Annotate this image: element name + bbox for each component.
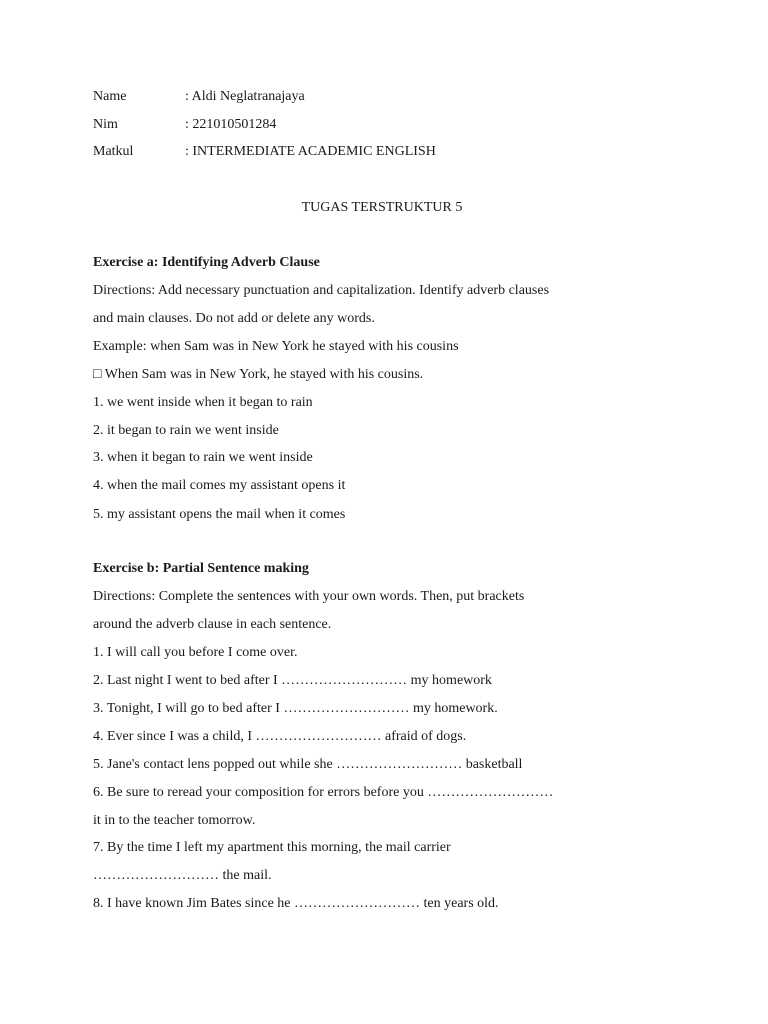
exercise-b-item: 2. Last night I went to bed after I ……………………… my homework [93,673,492,688]
exercise-b-item: 3. Tonight, I will go to bed after I ……………………… my homework. [93,701,498,716]
matkul-value: : INTERMEDIATE ACADEMIC ENGLISH [185,144,436,159]
exercise-a-directions-line-1: Directions: Add necessary punctuation and capitalization. Identify adverb clauses [93,283,550,298]
exercise-b-item: 1. I will call you before I come over. [93,645,298,660]
page-title: TUGAS TERSTRUKTUR 5 [301,200,463,215]
exercise-a-item: 1. we went inside when it began to rain [93,395,313,410]
exercise-b-item: 7. By the time I left my apartment this morning, the mail carrier [93,840,451,855]
exercise-b-item-continuation: it in to the teacher tomorrow. [93,813,256,828]
exercise-a-item: 3. when it began to rain we went inside [93,450,313,465]
name-row [93,88,305,106]
matkul-row [93,143,436,161]
matkul-label: Matkul [93,144,134,159]
exercise-b-item: 4. Ever since I was a child, I ……………………… afraid of dogs. [93,729,467,744]
exercise-a-item: 5. my assistant opens the mail when it comes [93,507,346,522]
name-label: Name [93,89,127,104]
exercise-b-item: 8. I have known Jim Bates since he ……………………… ten years old. [93,896,499,911]
exercise-b-directions-line-1: Directions: Complete the sentences with your own words. Then, put brackets [93,589,525,604]
exercise-a-example: Example: when Sam was in New York he stayed with his cousins [93,339,459,354]
exercise-b-item-continuation: ……………………… the mail. [93,868,272,883]
exercise-a-example-answer: □ When Sam was in New York, he stayed with his cousins. [93,367,424,382]
nim-row [93,116,276,134]
exercise-b-item: 6. Be sure to reread your composition for errors before you ……………………… [93,785,554,800]
exercise-b-directions-line-2: around the adverb clause in each sentence. [93,617,332,632]
nim-value: : 221010501284 [185,117,277,132]
name-value: : Aldi Neglatranajaya [185,89,305,104]
exercise-a-item: 4. when the mail comes my assistant opens it [93,478,346,493]
exercise-a-heading: Exercise a: Identifying Adverb Clause [93,255,320,270]
exercise-b-item: 5. Jane's contact lens popped out while she ……………………… basketball [93,757,523,772]
nim-label: Nim [93,117,118,132]
exercise-a-item: 2. it began to rain we went inside [93,423,279,438]
exercise-a-directions-line-2: and main clauses. Do not add or delete any words. [93,311,375,326]
exercise-b-heading: Exercise b: Partial Sentence making [93,561,309,576]
